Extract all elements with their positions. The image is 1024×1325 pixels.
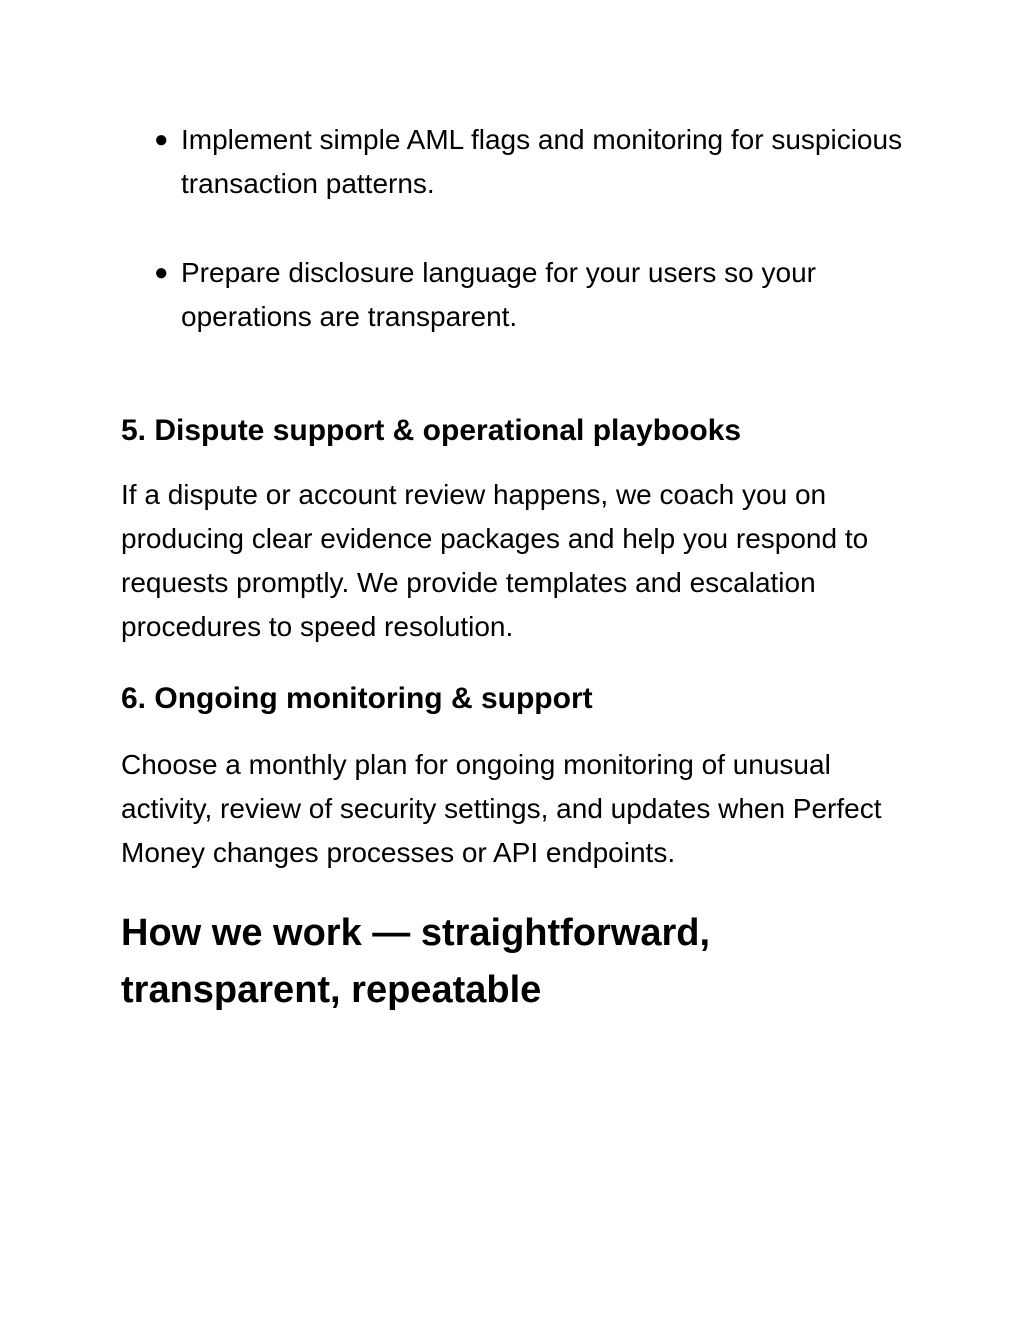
section-paragraph-ongoing-monitoring: Choose a monthly plan for ongoing monitoring of unusual activity, review of security settings, and updates when Perfect Money changes processes or API endpoints. [121,749,882,868]
bullet-icon: ● [154,259,169,286]
list-item [121,251,903,339]
bullet-text-disclosure-language: Prepare disclosure language for your users so your operations are transparent. [181,257,817,332]
page-title: How we work — straightforward, transparent, repeatable [121,912,711,1011]
section-heading-dispute-support: 5. Dispute support & operational playbooks [121,414,742,447]
bullet-icon: ● [154,126,169,153]
section-paragraph-dispute-support: If a dispute or account review happens, we coach you on producing clear evidence packages and help you respond to requests promptly. We provide templates and escalation procedures to speed resolution. [121,479,869,642]
list-item [121,118,903,206]
bullet-list [121,118,903,339]
bullet-text-aml-flags: Implement simple AML flags and monitoring for suspicious transaction patterns. [181,124,903,199]
section-heading-ongoing-monitoring: 6. Ongoing monitoring & support [121,682,593,715]
